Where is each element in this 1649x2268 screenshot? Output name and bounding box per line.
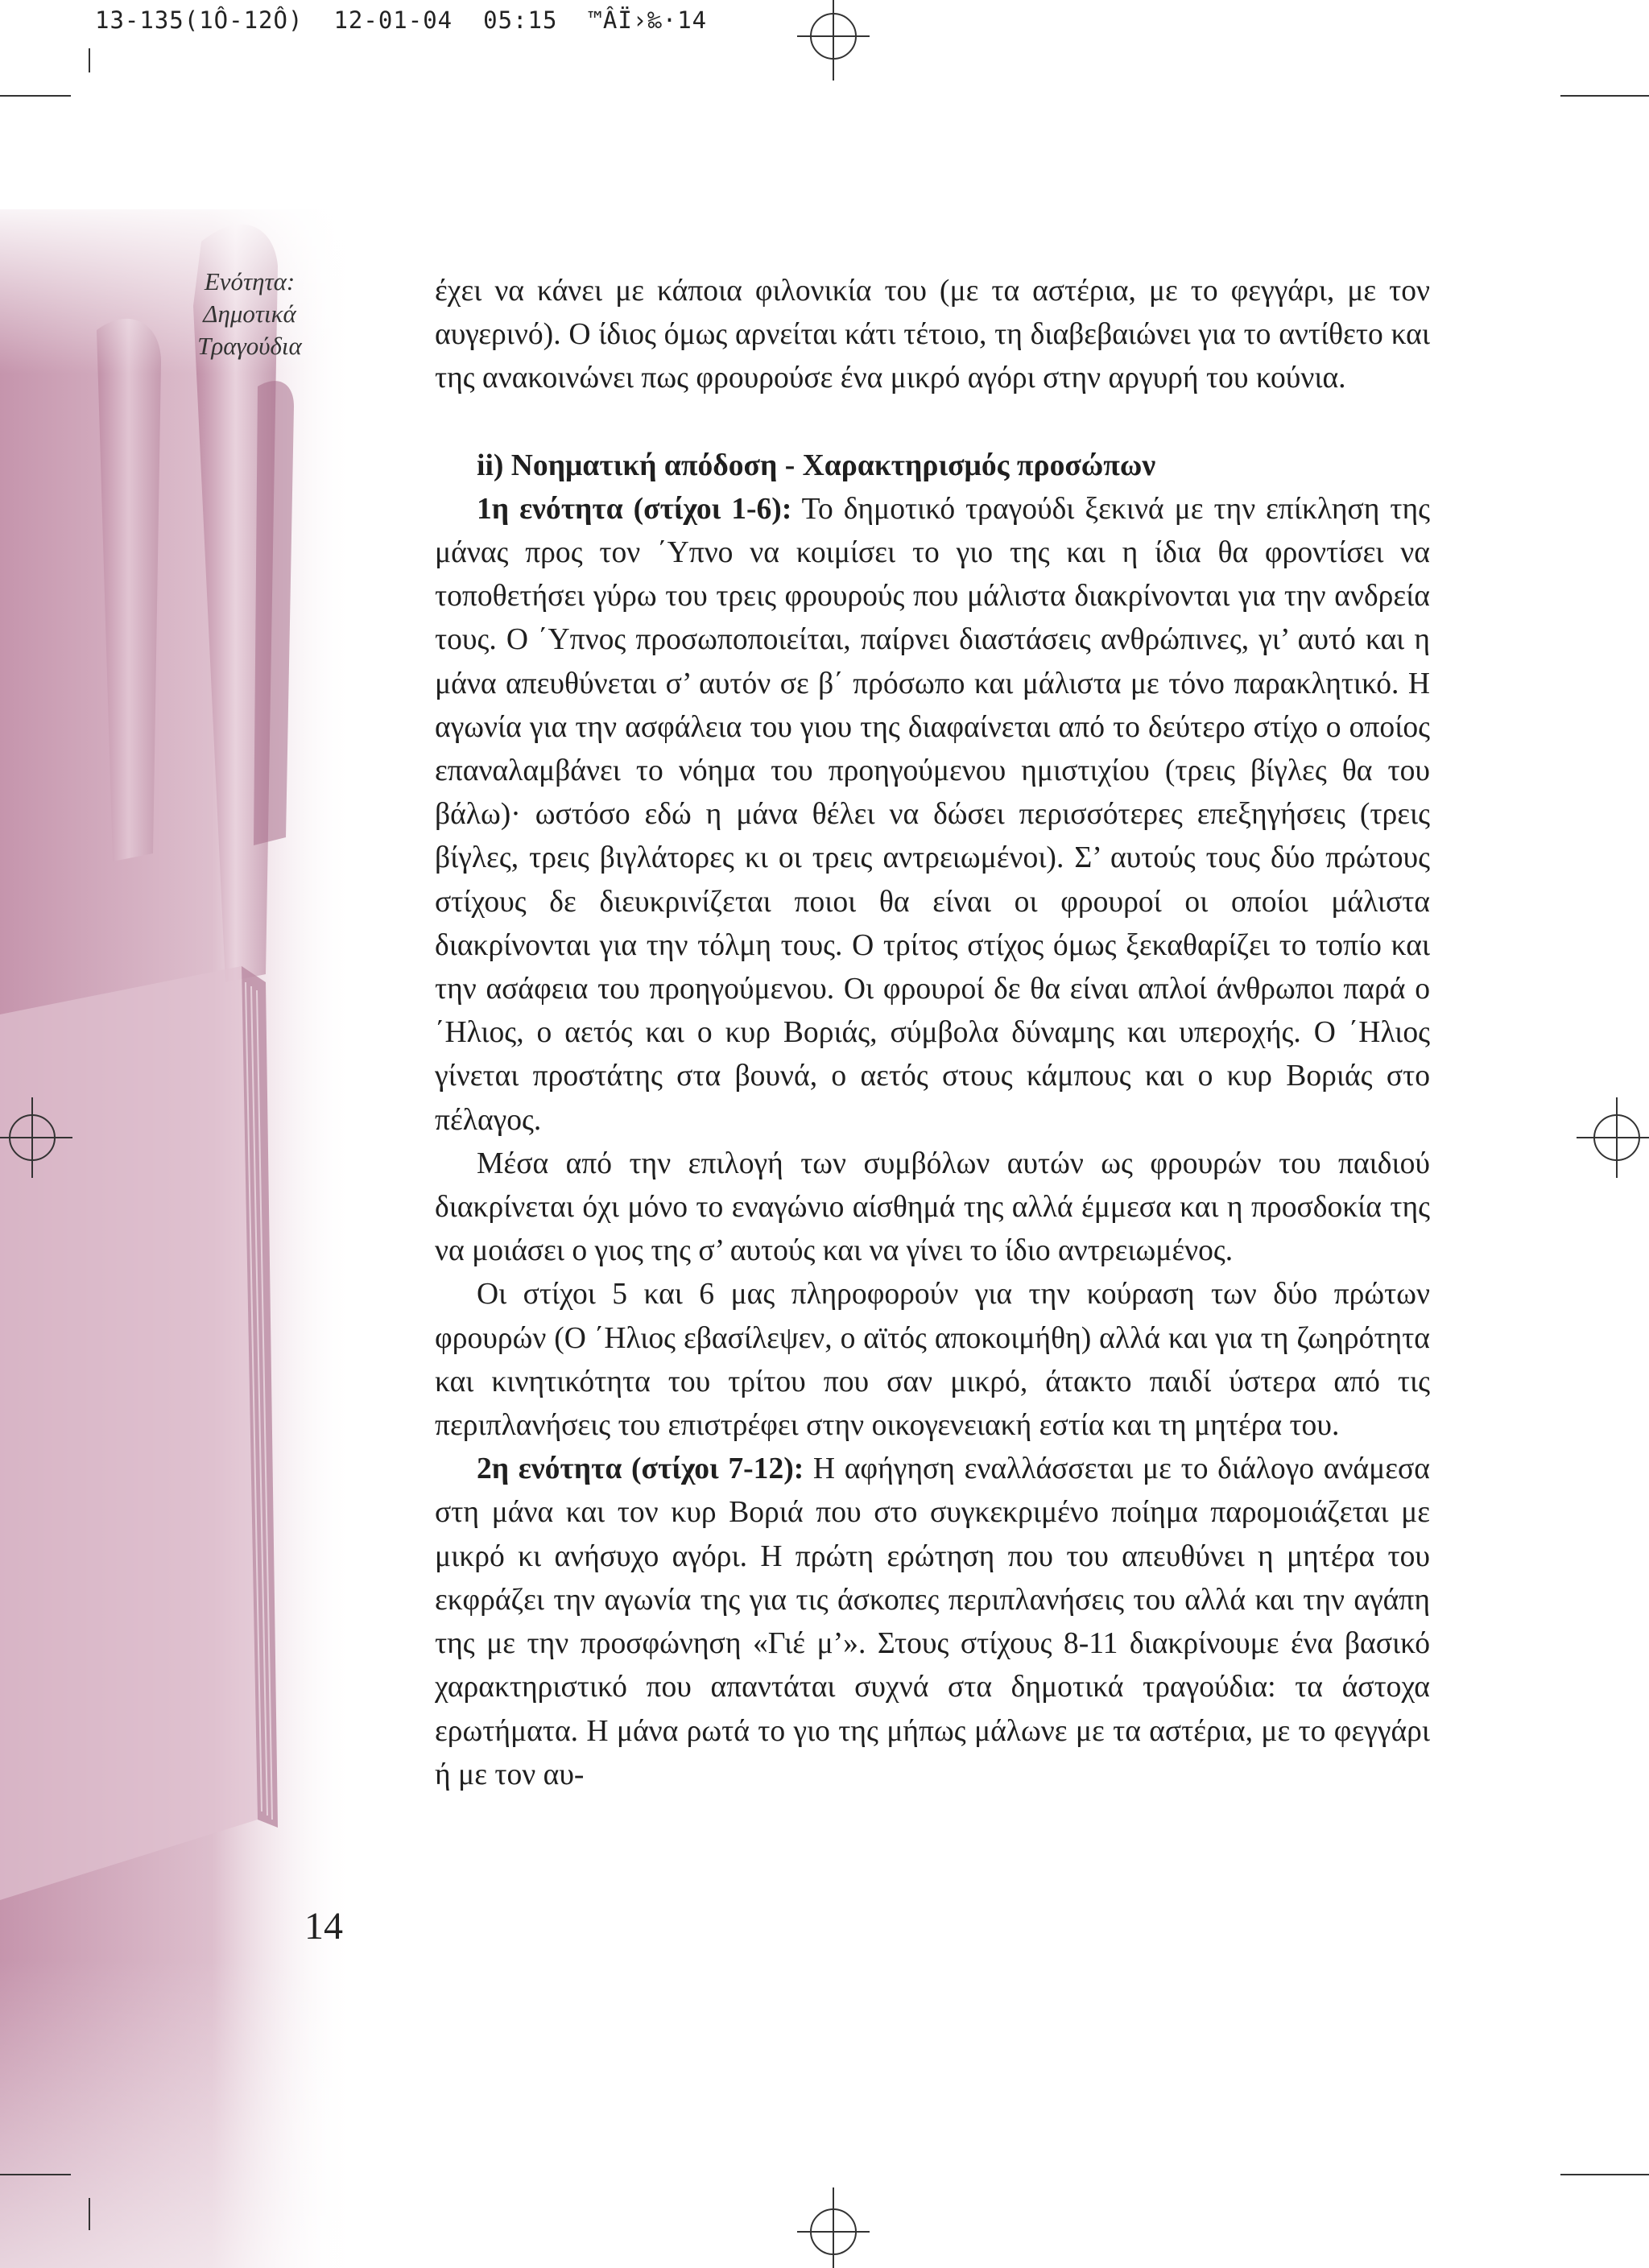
section-label [169, 266, 330, 362]
print-job-id: 13-135(1Ô-12Ô) [95, 6, 304, 34]
section-label-line: Δημοτικά [203, 300, 296, 328]
paragraph: Οι στίχοι 5 και 6 μας πληροφορούν για την κούραση των δύο πρώτων φρουρών (Ο ΄Ηλιος εβασίλεψεν, ο αϊτός αποκοιμήθη) αλλά και για τη ζωηρότητα και κινητικότητα του τρίτου που σαν μικρό, άτακτο παιδί ύστερα από τις περιπλανήσεις του επιστρέφει στην οικογενειακή εστία και τη μητέρα του. [435, 1278, 1430, 1443]
print-time: 05:15 [483, 6, 558, 34]
crop-mark [0, 95, 71, 97]
section-label-line: Ενότητα: [204, 267, 295, 295]
sidebar-illustration [0, 209, 354, 2268]
crop-mark [1560, 2174, 1649, 2175]
page-body-text [435, 270, 1430, 1797]
section-heading: ii) Νοηματική απόδοση - Χαρακτηρισμός προσώπων [477, 448, 1156, 482]
registration-mark-icon [1568, 1093, 1649, 1182]
print-page-code: ™ÂÏ›‰·14 [588, 6, 708, 34]
paragraph-text: Το δημοτικό τραγούδι ξεκινά με την επίκληση της μάνας προς τον ΄Υπνο να κοιμίσει το γιο της και η ίδια θα φροντίσει να τοποθετήσει γύρω του τρεις φρουρούς που μάλιστα διακρίνονται για την ανδρεία τους. Ο ΄Υπνος προσωποποιείται, παίρνει διαστάσεις ανθρώπινες, γι’ αυτό και η μάνα απευθύνεται σ’ αυτόν σε β΄ πρόσωπο και μάλιστα με τόνο παρακλητικό. Η αγωνία για την ασφάλεια του γιου της διαφαίνεται από το δεύτερο στίχο ο οποίος επαναλαμβάνει το νόημα του προηγούμενου ημιστιχίου (τρεις βίγλες θα του βάλω)· ωστόσο εδώ η μάνα θέλει να δώσει περισσότερες επεξηγήσεις (τρεις βίγλες, τρεις βιγλάτορες κι οι τρεις αντρειωμένοι). Σ’ αυτούς τους δύο πρώτους στίχους δε διευκρινίζεται ποιοι θα είναι οι φρουροί οι οποίοι μάλιστα διακρίνονται για την τόλμη τους. Ο τρίτος στίχος όμως ξεκαθαρίζει το τοπίο και την ασάφεια του προηγούμενου. Οι φρουροί δε θα είναι απλοί άνθρωποι παρά ο ΄Ηλιος, ο αετός και ο κυρ Βοριάς, σύμβολα δύναμης και υπεροχής. Ο ΄Ηλιος γίνεται προστάτης στα βουνά, ο αετός στους κάμπους και ο κυρ Βοριάς στο πέλαγος. [435, 492, 1430, 1137]
paragraph-lead: 1η ενότητα (στίχοι 1-6): [477, 492, 792, 526]
print-date: 12-01-04 [333, 6, 453, 34]
section-label-line: Τραγούδια [197, 332, 302, 360]
paragraph-lead: 2η ενότητα (στίχοι 7-12): [477, 1452, 804, 1486]
paragraph [435, 1448, 1430, 1797]
registration-mark-icon [789, 2187, 878, 2268]
crop-mark [89, 48, 90, 72]
page-number: 14 [304, 1905, 343, 1948]
registration-mark-icon [0, 1093, 81, 1182]
print-header [95, 6, 738, 34]
crop-mark [0, 2174, 71, 2175]
registration-mark-icon [789, 0, 878, 81]
paragraph [435, 488, 1430, 1142]
crop-mark [1560, 95, 1649, 97]
paragraph: Μέσα από την επιλογή των συμβόλων αυτών ως φρουρών του παιδιού διακρίνεται όχι μόνο το εναγώνιο αίσθημά της αλλά έμμεσα και η προσδοκία της να μοιάσει ο γιος της σ’ αυτούς και να γίνει το ίδιο αντρειωμένος. [435, 1146, 1430, 1268]
decorative-book-pen-image [0, 209, 354, 2268]
crop-mark [89, 2198, 90, 2230]
paragraph-text: Η αφήγηση εναλλάσσεται με το διάλογο ανάμεσα στη μάνα και τον κυρ Βοριά που στο συγκεκριμένο ποίημα παρομοιάζεται με μικρό κι ανήσυχο αγόρι. Η πρώτη ερώτηση που του απευθύνει η μητέρα του εκφράζει την αγωνία της για τις άσκοπες περιπλανήσεις του αλλά και την αγάπη της με την προσφώνηση «Γιέ μ’». Στους στίχους 8-11 διακρίνουμε ένα βασικό χαρακτηριστικό που απαντάται συχνά στα δημοτικά τραγούδια: τα άστοχα ερωτήματα. Η μάνα ρωτά το γιο της μήπως μάλωνε με τα αστέρια, με το φεγγάρι ή με τον αυ- [435, 1452, 1430, 1791]
paragraph: έχει να κάνει με κάποια φιλονικία του (με τα αστέρια, με το φεγγάρι, με τον αυγερινό). Ο ίδιος όμως αρνείται κάτι τέτοιο, τη διαβεβαιώνει για το αντίθετο και της ανακοινώνει πως φρουρούσε ένα μικρό αγόρι στην αργυρή του κούνια. [435, 275, 1430, 395]
